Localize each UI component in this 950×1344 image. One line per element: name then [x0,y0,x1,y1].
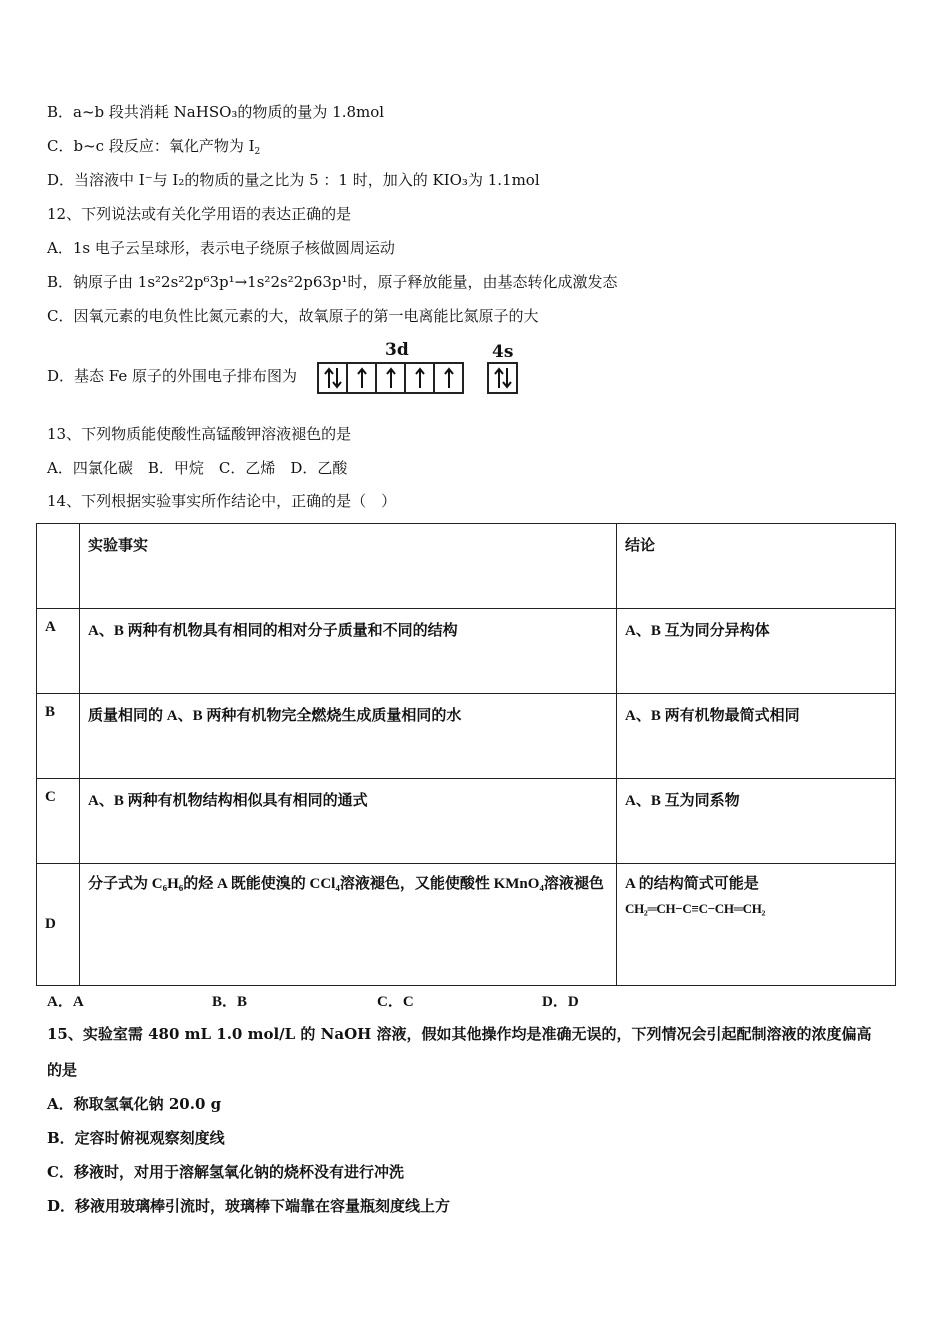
orbital-box-paired [487,362,518,394]
orbital-box-paired [317,362,348,394]
orbital-3d-label: 3d [385,340,409,360]
orbital-4s-label: 4s [492,342,514,362]
q15-option-a: A．称取氢氧化钠 20.0 g [47,1095,222,1113]
row-fact: A、B 两种有机物具有相同的相对分子质量和不同的结构 [80,609,617,694]
row-conclusion: A、B 互为同分异构体 [617,609,896,694]
table-row [37,694,896,779]
q14-table [36,523,896,986]
q11-option-c-subscript: 2 [254,147,261,157]
table-header-fact: 实验事实 [80,524,617,609]
table-header-row [37,524,896,609]
structural-formula: CH₂═CH−C≡C−CH═CH₂ [625,901,766,916]
q12-option-b: B．钠原子由 1s²2s²2p⁶3p¹→1s²2s²2p63p¹时，原子释放能量，由基态转化成激发态 [47,273,618,291]
q14-choice-d: D．D [542,994,579,1010]
table-header-conclusion: 结论 [617,524,896,609]
q14-choice-a: A．A [47,994,84,1010]
row-fact: 分子式为 C₆H₆的烃 A 既能使溴的 CCl₄溶液褪色，又能使酸性 KMnO₄溶液褪色 [80,864,617,986]
row-conclusion: A、B 两有机物最简式相同 [617,694,896,779]
q12-option-d: D．基态 Fe 原子的外围电子排布图为 [47,367,298,385]
q15-stem-line2: 的是 [47,1061,78,1079]
orbital-box-up [433,362,464,394]
row-key: A [37,609,80,694]
q13-stem: 13、下列物质能使酸性高锰酸钾溶液褪色的是 [47,425,352,443]
orbital-4s-boxes [487,362,516,394]
q12-option-a: A．1s 电子云呈球形，表示电子绕原子核做圆周运动 [47,239,395,257]
table-row [37,779,896,864]
q12-stem: 12、下列说法或有关化学用语的表达正确的是 [47,205,352,223]
row-conclusion-cell [617,864,896,986]
orbital-3d-boxes [317,362,462,394]
q12-option-c: C．因氧元素的电负性比氮元素的大，故氧原子的第一电离能比氮原子的大 [47,307,539,325]
q15-option-d: D．移液用玻璃棒引流时，玻璃棒下端靠在容量瓶刻度线上方 [47,1197,451,1215]
orbital-box-up [375,362,406,394]
q14-choice-b: B．B [212,994,248,1010]
q11-option-c-text: C．b~c 段反应：氧化产物为 I [47,137,255,155]
q11-option-d: D．当溶液中 I⁻与 I₂的物质的量之比为 5 ：1 时，加入的 KIO₃为 1.1mol [47,171,540,189]
q11-option-c [47,136,260,162]
q15-option-c: C．移液时，对用于溶解氢氧化钠的烧杯没有进行冲洗 [47,1163,404,1181]
row-conclusion: A、B 互为同系物 [617,779,896,864]
q15-stem-line1: 15、实验室需 480 mL 1.0 mol/L 的 NaOH 溶液，假如其他操作均是准确无误的，下列情况会引起配制溶液的浓度偏高 [47,1025,872,1043]
row-conclusion: A 的结构简式可能是 [625,876,759,892]
row-key: B [37,694,80,779]
q14-stem: 14、下列根据实验事实所作结论中，正确的是（ ） [47,492,397,510]
q14-choice-c: C．C [377,994,414,1010]
row-fact: A、B 两种有机物结构相似具有相同的通式 [80,779,617,864]
table-row [37,864,896,986]
table-header-key [37,524,80,609]
row-key: C [37,779,80,864]
orbital-box-up [404,362,435,394]
table-row [37,609,896,694]
row-key: D [37,864,80,986]
orbital-box-up [346,362,377,394]
q15-option-b: B．定容时俯视观察刻度线 [47,1129,225,1147]
q11-option-b: B．a~b 段共消耗 NaHSO₃的物质的量为 1.8mol [47,103,385,121]
row-fact: 质量相同的 A、B 两种有机物完全燃烧生成质量相同的水 [80,694,617,779]
q13-options: A．四氯化碳 B．甲烷 C．乙烯 D．乙酸 [47,459,348,477]
